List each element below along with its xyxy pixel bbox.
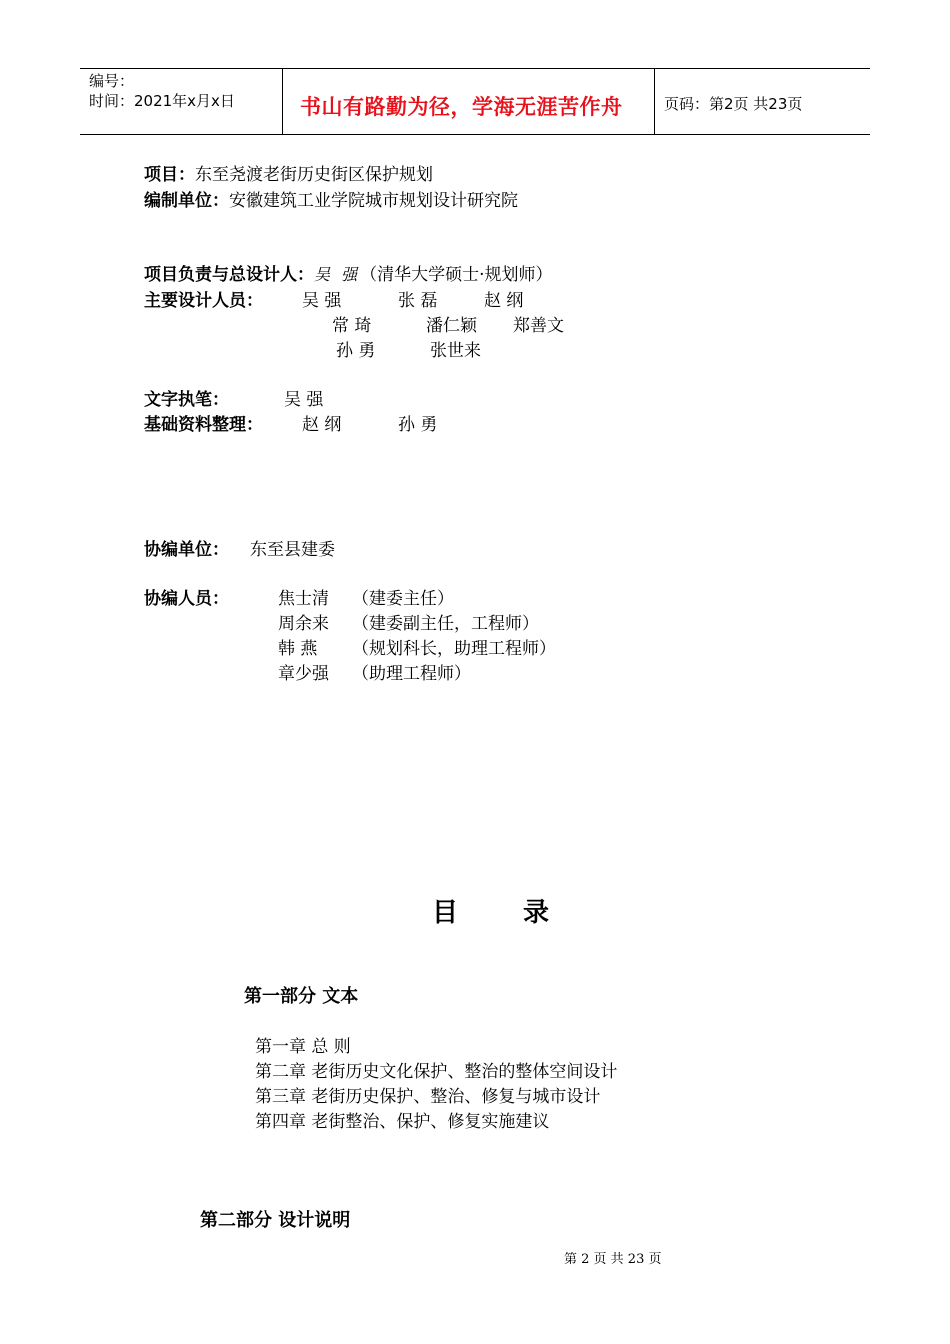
header-top-rule (80, 68, 870, 69)
leader-note: （清华大学硕士·规划师） (360, 265, 553, 285)
data-value: 赵 纲 (302, 415, 342, 435)
toc-part-two: 第二部分 设计说明 (200, 1210, 351, 1231)
unit-label: 编制单位： (144, 191, 229, 211)
designers-label: 主要设计人员： (144, 291, 263, 311)
leader-signature: 吴 强 (314, 265, 361, 284)
staff-name: 韩 燕 (278, 639, 318, 659)
toc-title: 目 录 (432, 898, 578, 928)
data-label: 基础资料整理： (144, 415, 263, 435)
header-motto: 书山有路勤为径，学海无涯苦作舟 (300, 95, 623, 119)
project-value: 东至尧渡老街历史街区保护规划 (195, 165, 433, 185)
writer-value: 吴 强 (284, 390, 324, 410)
designer-name: 赵 纲 (484, 291, 524, 311)
designer-name: 张世来 (430, 341, 481, 361)
staff-name: 章少强 (278, 664, 329, 684)
header-serial-label: 编号： (89, 72, 135, 90)
header-page-label: 页码：第2页 共23页 (664, 95, 803, 113)
designer-name: 孙 勇 (336, 341, 376, 361)
data-value: 孙 勇 (398, 415, 438, 435)
staff-name: 周余来 (278, 614, 329, 634)
coop-unit-value: 东至县建委 (250, 540, 335, 560)
staff-role: （建委主任） (352, 589, 454, 609)
header-divider-right (654, 68, 655, 134)
toc-chapter: 第三章 老街历史保护、整治、修复与城市设计 (255, 1087, 601, 1107)
toc-chapter: 第一章 总 则 (255, 1037, 351, 1057)
header-time-label: 时间：2021年x月x日 (89, 92, 235, 110)
toc-chapter: 第四章 老街整治、保护、修复实施建议 (255, 1112, 550, 1132)
staff-role: （助理工程师） (352, 664, 471, 684)
staff-role: （规划科长，助理工程师） (352, 639, 556, 659)
unit-value: 安徽建筑工业学院城市规划设计研究院 (229, 191, 518, 211)
coop-staff-label: 协编人员： (144, 589, 229, 609)
designer-name: 张 磊 (398, 291, 438, 311)
toc-part-one: 第一部分 文本 (244, 986, 359, 1007)
header-bottom-rule (80, 134, 870, 135)
page-footer: 第 2 页 共 23 页 (564, 1252, 662, 1267)
writer-label: 文字执笔： (144, 390, 229, 410)
designer-name: 潘仁颖 (426, 316, 477, 336)
designer-name: 郑善文 (513, 316, 564, 336)
project-label: 项目： (144, 165, 195, 185)
designer-name: 吴 强 (302, 291, 342, 311)
header-divider-left (282, 68, 283, 134)
staff-name: 焦士清 (278, 589, 329, 609)
designer-name: 常 琦 (332, 316, 372, 336)
leader-label: 项目负责与总设计人： (144, 265, 314, 285)
coop-unit-label: 协编单位： (144, 540, 229, 560)
staff-role: （建委副主任，工程师） (352, 614, 539, 634)
toc-chapter: 第二章 老街历史文化保护、整治的整体空间设计 (255, 1062, 618, 1082)
